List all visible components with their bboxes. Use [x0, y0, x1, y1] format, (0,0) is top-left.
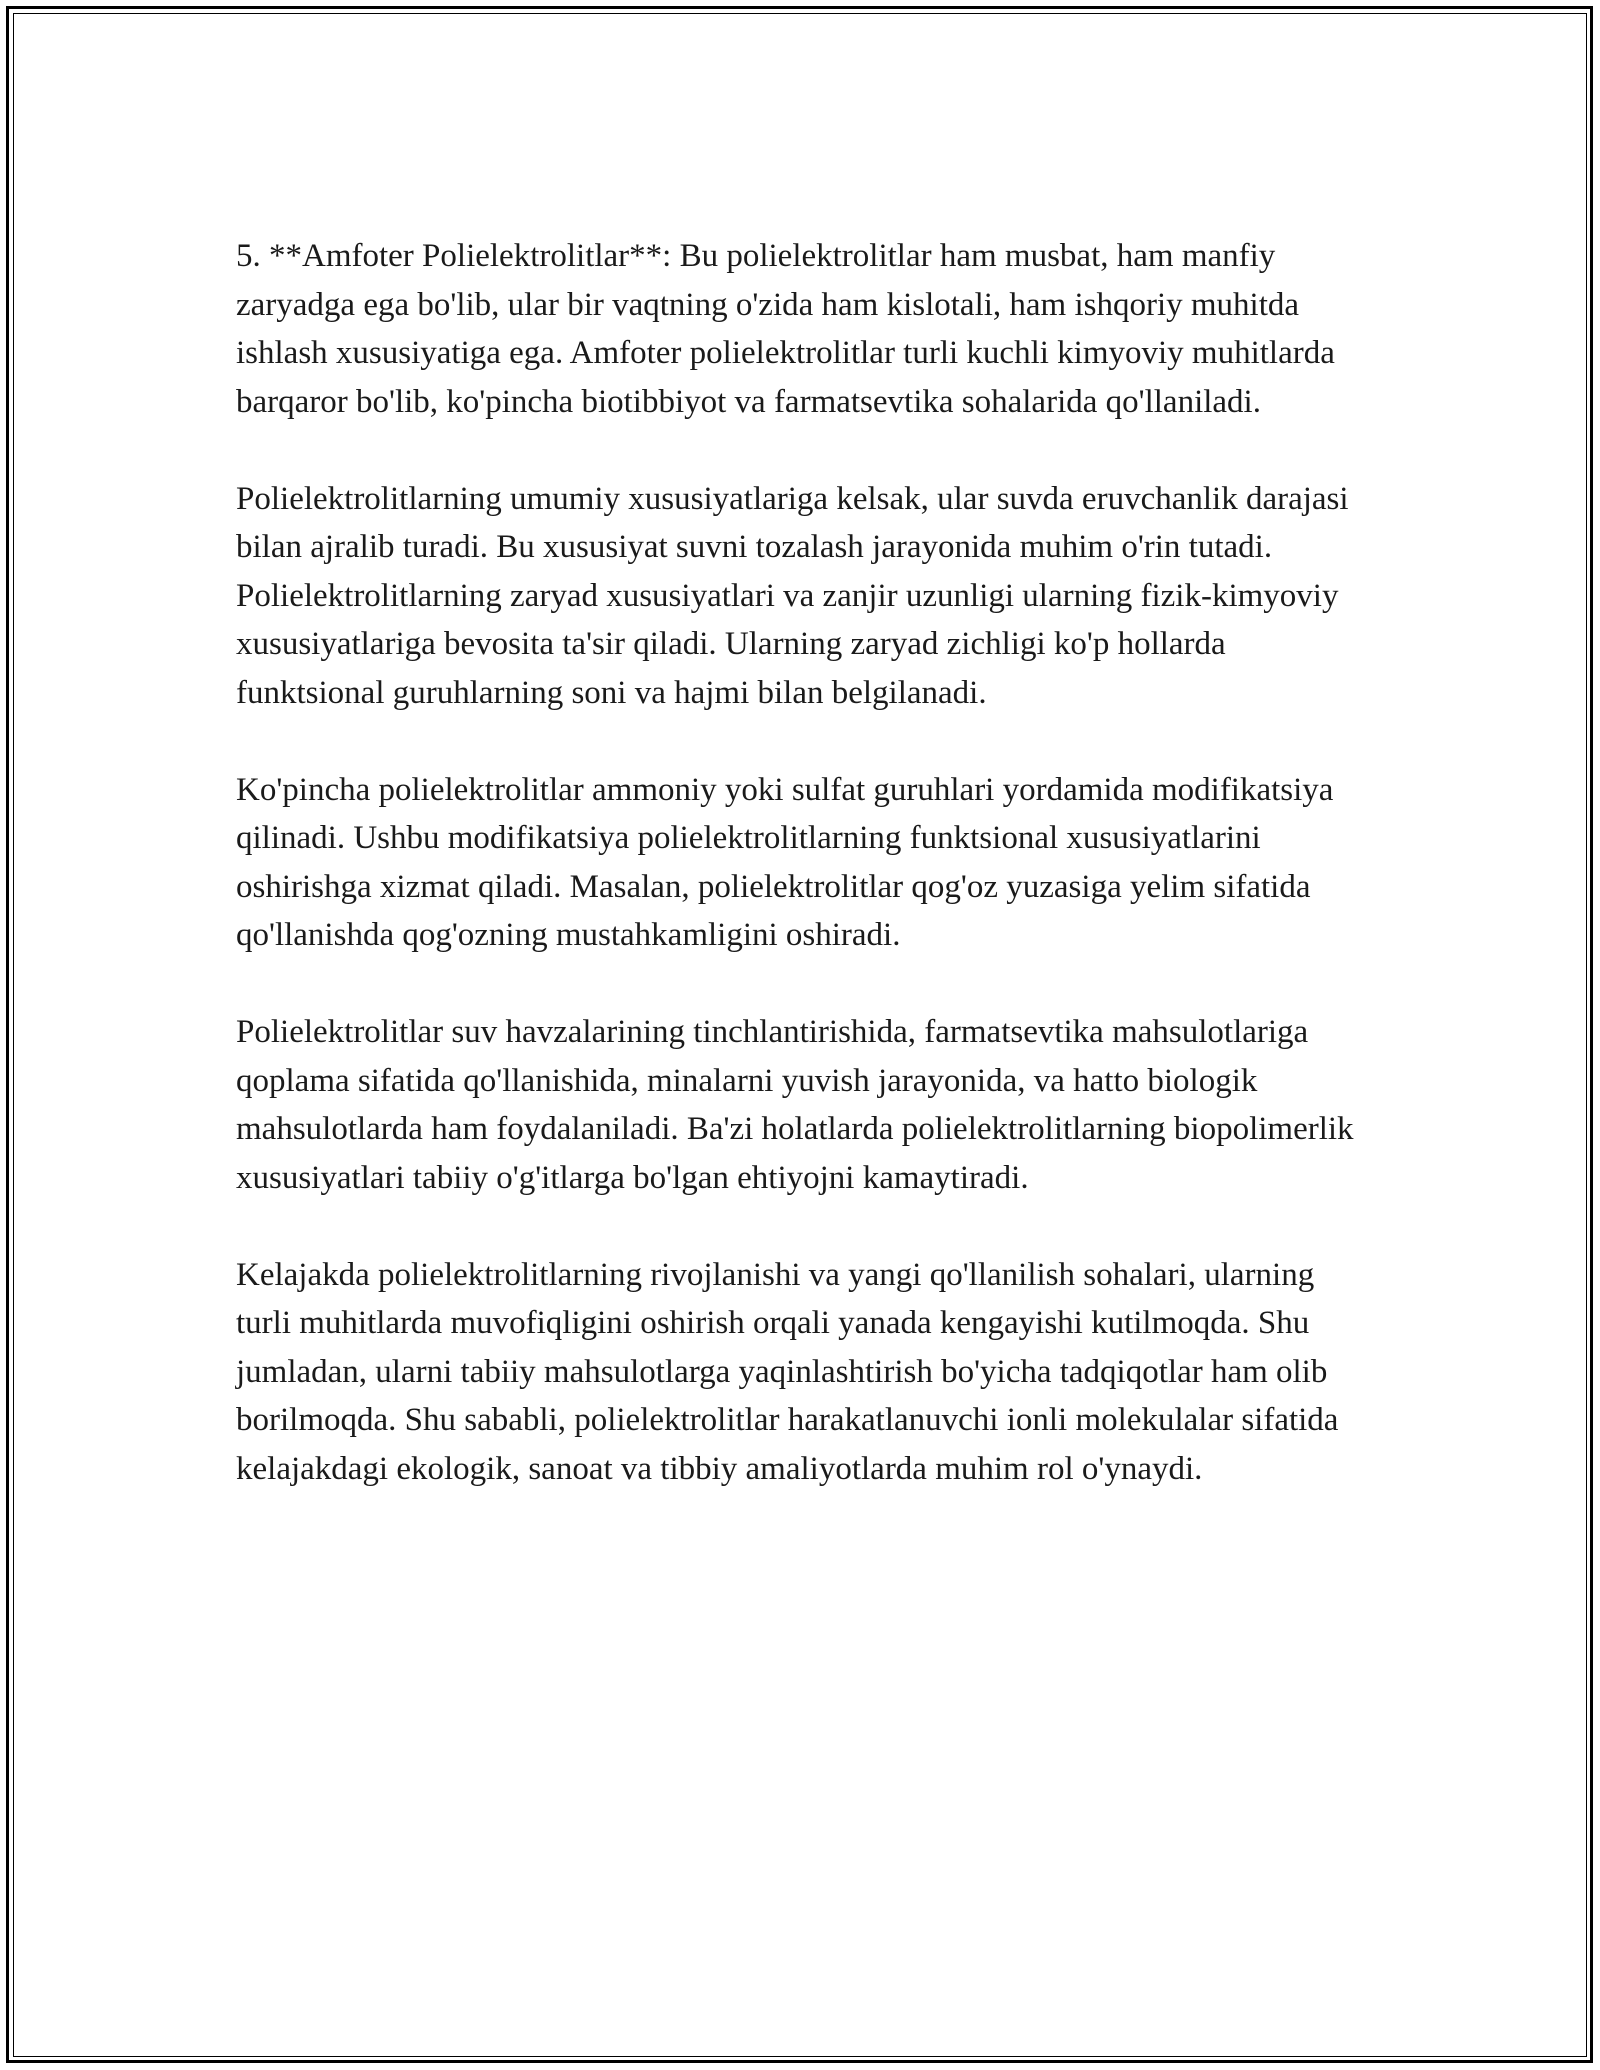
document-body — [236, 232, 1366, 1542]
paragraph-amfoter-polielektrolitlar: 5. **Amfoter Polielektrolitlar**: Bu polielektrolitlar ham musbat, ham manfiy zaryadga ega bo'lib, ular bir vaqtning o'zida ham kislotali, ham ishqoriy muhitda ishlash xususiyatiga ega. Amfoter polielektrolitlar turli kuchli kimyoviy muhitlarda barqaror bo'lib, ko'pincha biotibbiyot va farmatsevtika sohalarida qo'llaniladi. — [236, 238, 1335, 420]
paragraph-kelajak: Kelajakda polielektrolitlarning rivojlanishi va yangi qo'llanilish sohalari, ularning turli muhitlarda muvofiqligini oshirish orqali yanada kengayishi kutilmoqda. Shu jumladan, ularni tabiiy mahsulotlarga yaqinlashtirish bo'yicha tadqiqotlar ham olib borilmoqda. Shu sababli, polielektrolitlar harakatlanuvchi ionli molekulalar sifatida kelajakdagi ekologik, sanoat va tibbiy amaliyotlarda muhim rol o'ynaydi. — [236, 1256, 1339, 1487]
paragraph-qollanilish: Polielektrolitlar suv havzalarining tinchlantirishida, farmatsevtika mahsulotlariga qoplama sifatida qo'llanishida, minalarni yuvish jarayonida, va hatto biologik mahsulotlarda ham foydalaniladi. Ba'zi holatlarda polielektrolitlarning biopolimerlik xususiyatlari tabiiy o'g'itlarga bo'lgan ehtiyojni kamaytiradi. — [236, 1014, 1354, 1196]
paragraph-modifikatsiya: Ko'pincha polielektrolitlar ammoniy yoki sulfat guruhlari yordamida modifikatsiya qilinadi. Ushbu modifikatsiya polielektrolitlarning funktsional xususiyatlarini oshirishga xizmat qiladi. Masalan, polielektrolitlar qog'oz yuzasiga yelim sifatida qo'llanishda qog'ozning mustahkamligini oshiradi. — [236, 771, 1334, 953]
paragraph-umumiy-xususiyatlar: Polielektrolitlarning umumiy xususiyatlariga kelsak, ular suvda eruvchanlik darajasi bilan ajralib turadi. Bu xususiyat suvni tozalash jarayonida muhim o'rin tutadi. Polielektrolitlarning zaryad xususiyatlari va zanjir uzunligi ularning fizik-kimyoviy xususiyatlariga bevosita ta'sir qiladi. Ularning zaryad zichligi ko'p hollarda funktsional guruhlarning soni va hajmi bilan belgilanadi. — [236, 480, 1349, 711]
